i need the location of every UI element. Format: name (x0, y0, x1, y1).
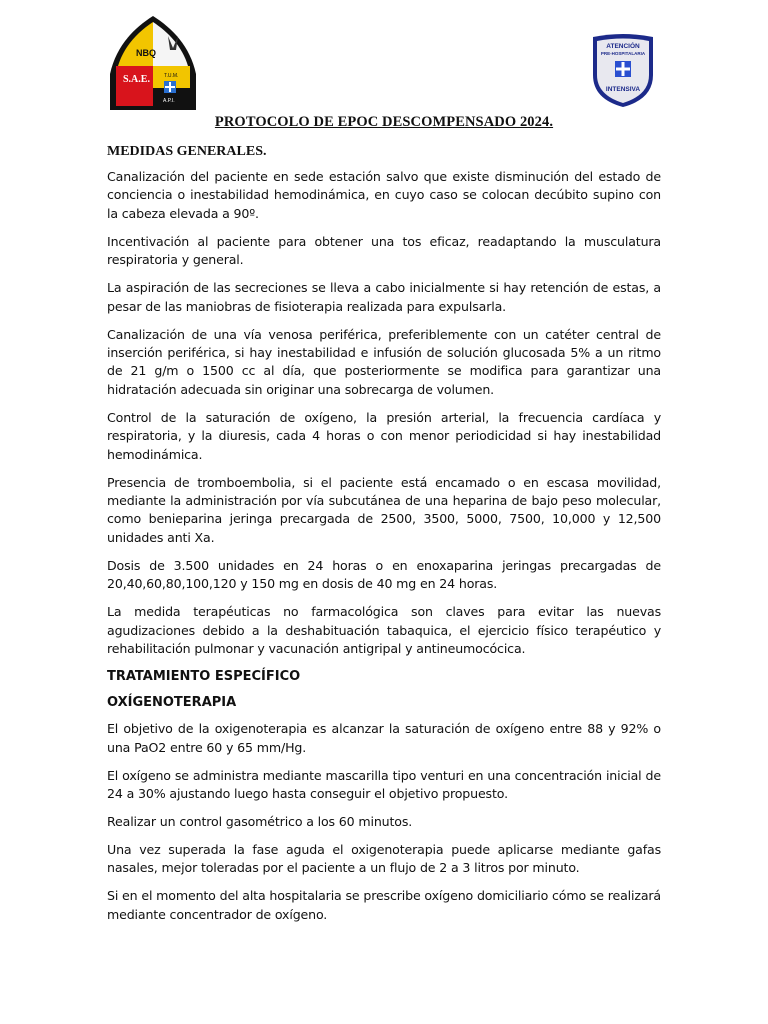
paragraph: El oxígeno se administra mediante mascarilla tipo venturi en una concentración inicial de 24 a 30% ajustando luego hasta conseguir el objetivo propuesto. (107, 767, 661, 801)
logo-text-api: A.P.I. (163, 98, 175, 104)
logo-text-tum: T.U.M. (164, 73, 179, 79)
paragraph: Canalización de una vía venosa periférica, preferiblemente con un catéter central de inserción periférica, si hay inestabilidad e infusión de solución glucosada 5% a un ritmo de 21 g/m o 1500 cc al día, que posteriormente se modifica para garantizar una hidratación adecuada sin originar una sobrecarga de volumen. (107, 326, 661, 397)
paragraph: Canalización del paciente en sede estación salvo que existe disminución del estado de conciencia o inestabilidad hemodinámica, en cuyo caso se colocan decúbito supino con la cabeza elevada a 90º. (107, 169, 661, 221)
badge-text-intensiva: INTENSIVA (605, 86, 641, 93)
section-heading: MEDIDAS GENERALES. (107, 144, 267, 159)
nbq-sae-shield-logo (106, 14, 200, 114)
section-medidas-generales (107, 143, 661, 659)
paragraph: El objetivo de la oxigenoterapia es alcanzar la saturación de oxígeno entre 88 y 92% o una PaO2 entre 60 y 65 mm/Hg. (107, 721, 661, 755)
paragraph: Una vez superada la fase aguda el oxigenoterapia puede aplicarse mediante gafas nasales, mejor toleradas por el paciente a un flujo de 2 a 3 litros por minuto. (107, 841, 661, 876)
paragraph: Control de la saturación de oxígeno, la presión arterial, la frecuencia cardíaca y respiratoria, y la diuresis, cada 4 horas o con menor periodicidad si hay inestabilidad hemodinámica. (107, 409, 661, 462)
badge-text-atencion: ATENCIÓN (606, 43, 640, 50)
document-body (107, 143, 661, 934)
paragraph: La aspiración de las secreciones se lleva a cabo inicialmente si hay retención de estas, a pesar de las maniobras de fisioterapia realizada para expulsarla. (107, 280, 661, 314)
document-title: PROTOCOLO DE EPOC DESCOMPENSADO 2024. (214, 114, 554, 130)
logo-text-sae: S.A.E. (123, 74, 150, 85)
paragraph: Incentivación al paciente para obtener una tos eficaz, readaptando la musculatura respiratoria y general. (107, 233, 661, 268)
section-heading: TRATAMIENTO ESPECÍFICO (107, 669, 301, 685)
paragraph: La medida terapéuticas no farmacológica son claves para evitar las nuevas agudizaciones debido a la deshabituación tabaquica, el ejercicio físico terapéutico y rehabilitación pulmonar y vacunación antigripal y antineumocócica. (107, 604, 661, 657)
section-tratamiento-especifico (107, 668, 661, 686)
badge-text-prehospitalaria: PRE-HOSPITALARIA (600, 51, 646, 56)
paragraph: Si en el momento del alta hospitalaria se prescribe oxígeno domiciliario cómo se realizará mediante concentrador de oxígeno. (107, 888, 661, 922)
section-heading: OXÍGENOTERAPIA (107, 695, 237, 711)
paragraph: Dosis de 3.500 unidades en 24 horas o en enoxaparina jeringas precargadas de 20,40,60,80,100,120 y 150 mg en dosis de 40 mg en 24 horas. (107, 557, 661, 592)
paragraph: Presencia de tromboembolia, si el paciente está encamado o en escasa movilidad, mediante la administración por vía subcutánea de una heparina de bajo peso molecular, como benieparina jeringa precargada de 2500, 3500, 5000, 7500, 10,000 y 12,500 unidades anti Xa. (107, 474, 661, 545)
atencion-prehospitalaria-badge-logo (587, 31, 659, 109)
paragraph: Realizar un control gasométrico a los 60 minutos. (107, 813, 413, 829)
section-oxigenoterapia (107, 694, 661, 924)
logo-text-nbq: NBQ (136, 48, 156, 58)
